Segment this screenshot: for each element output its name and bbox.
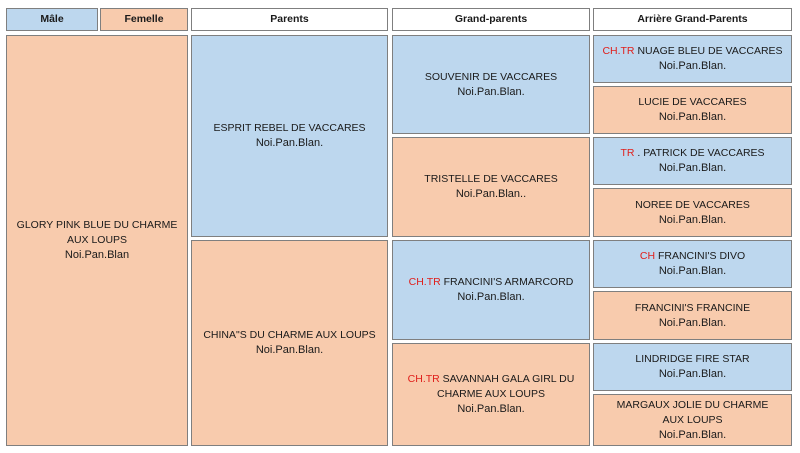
grandparent-1-color: Noi.Pan.Blan.: [457, 85, 525, 98]
great-grandparent-8-name: MARGAUX JOLIE DU CHARME AUX LOUPS: [616, 398, 769, 426]
parent-sire-color: Noi.Pan.Blan.: [255, 137, 324, 149]
great-grandparent-6-color: Noi.Pan.Blan.: [658, 316, 727, 329]
grandparent-2-name: TRISTELLE DE VACCARES: [424, 173, 558, 185]
header-male: Mâle: [6, 8, 98, 31]
great-grandparent-2-color: Noi.Pan.Blan.: [658, 111, 727, 123]
header-great-grandparents: Arrière Grand-Parents: [593, 8, 792, 31]
great-grandparent-7: [593, 343, 792, 391]
grandparent-2: [392, 137, 590, 237]
grandparent-3: [392, 240, 590, 340]
header-female: Femelle: [100, 8, 188, 31]
great-grandparent-2: [593, 86, 792, 134]
great-grandparent-3: [593, 137, 792, 185]
great-grandparent-5: [593, 240, 792, 288]
grandparent-4-color: Noi.Pan.Blan.: [457, 403, 525, 415]
great-grandparent-3-name: TR . PATRICK DE VACCARES: [620, 147, 765, 159]
grandparent-4-name: CH.TR SAVANNAH GALA GIRL DU CHARME AUX LOUPS: [407, 373, 575, 400]
great-grandparent-6-name: FRANCINI'S FRANCINE: [634, 301, 751, 314]
parent-sire: [191, 35, 388, 237]
subject-cell: [6, 35, 188, 446]
great-grandparent-8-color: Noi.Pan.Blan.: [658, 428, 727, 441]
great-grandparent-6: [593, 291, 792, 340]
great-grandparent-3-color: Noi.Pan.Blan.: [658, 162, 727, 174]
grandparent-2-color: Noi.Pan.Blan..: [455, 188, 527, 200]
great-grandparent-5-name: CH FRANCINI'S DIVO: [639, 250, 746, 262]
parent-dam: [191, 240, 388, 446]
grandparent-4: [392, 343, 590, 446]
great-grandparent-5-color: Noi.Pan.Blan.: [658, 265, 727, 277]
great-grandparent-4: [593, 188, 792, 237]
grandparent-3-color: Noi.Pan.Blan.: [457, 291, 525, 303]
great-grandparent-1: [593, 35, 792, 83]
great-grandparent-1-color: Noi.Pan.Blan.: [658, 60, 727, 72]
header-parents: Parents: [191, 8, 388, 31]
great-grandparent-1-name: CH.TR NUAGE BLEU DE VACCARES: [602, 45, 783, 57]
grandparent-1: [392, 35, 590, 134]
great-grandparent-7-name: LINDRIDGE FIRE STAR: [635, 353, 750, 365]
great-grandparent-7-color: Noi.Pan.Blan.: [658, 368, 727, 380]
grandparent-1-name: SOUVENIR DE VACCARES: [424, 70, 558, 83]
subject-name: GLORY PINK BLUE DU CHARME AUX LOUPS: [16, 219, 178, 246]
parent-dam-name: CHINA"S DU CHARME AUX LOUPS: [203, 329, 376, 341]
great-grandparent-4-color: Noi.Pan.Blan.: [658, 213, 727, 226]
parent-dam-color: Noi.Pan.Blan.: [255, 344, 324, 356]
great-grandparent-2-name: LUCIE DE VACCARES: [638, 96, 747, 108]
subject-color: Noi.Pan.Blan: [64, 249, 130, 261]
great-grandparent-8: [593, 394, 792, 446]
parent-sire-name: ESPRIT REBEL DE VACCARES: [213, 122, 366, 134]
great-grandparent-4-name: NOREE DE VACCARES: [635, 198, 750, 211]
grandparent-3-name: CH.TR FRANCINI'S ARMARCORD: [408, 276, 574, 288]
header-grandparents: Grand-parents: [392, 8, 590, 31]
